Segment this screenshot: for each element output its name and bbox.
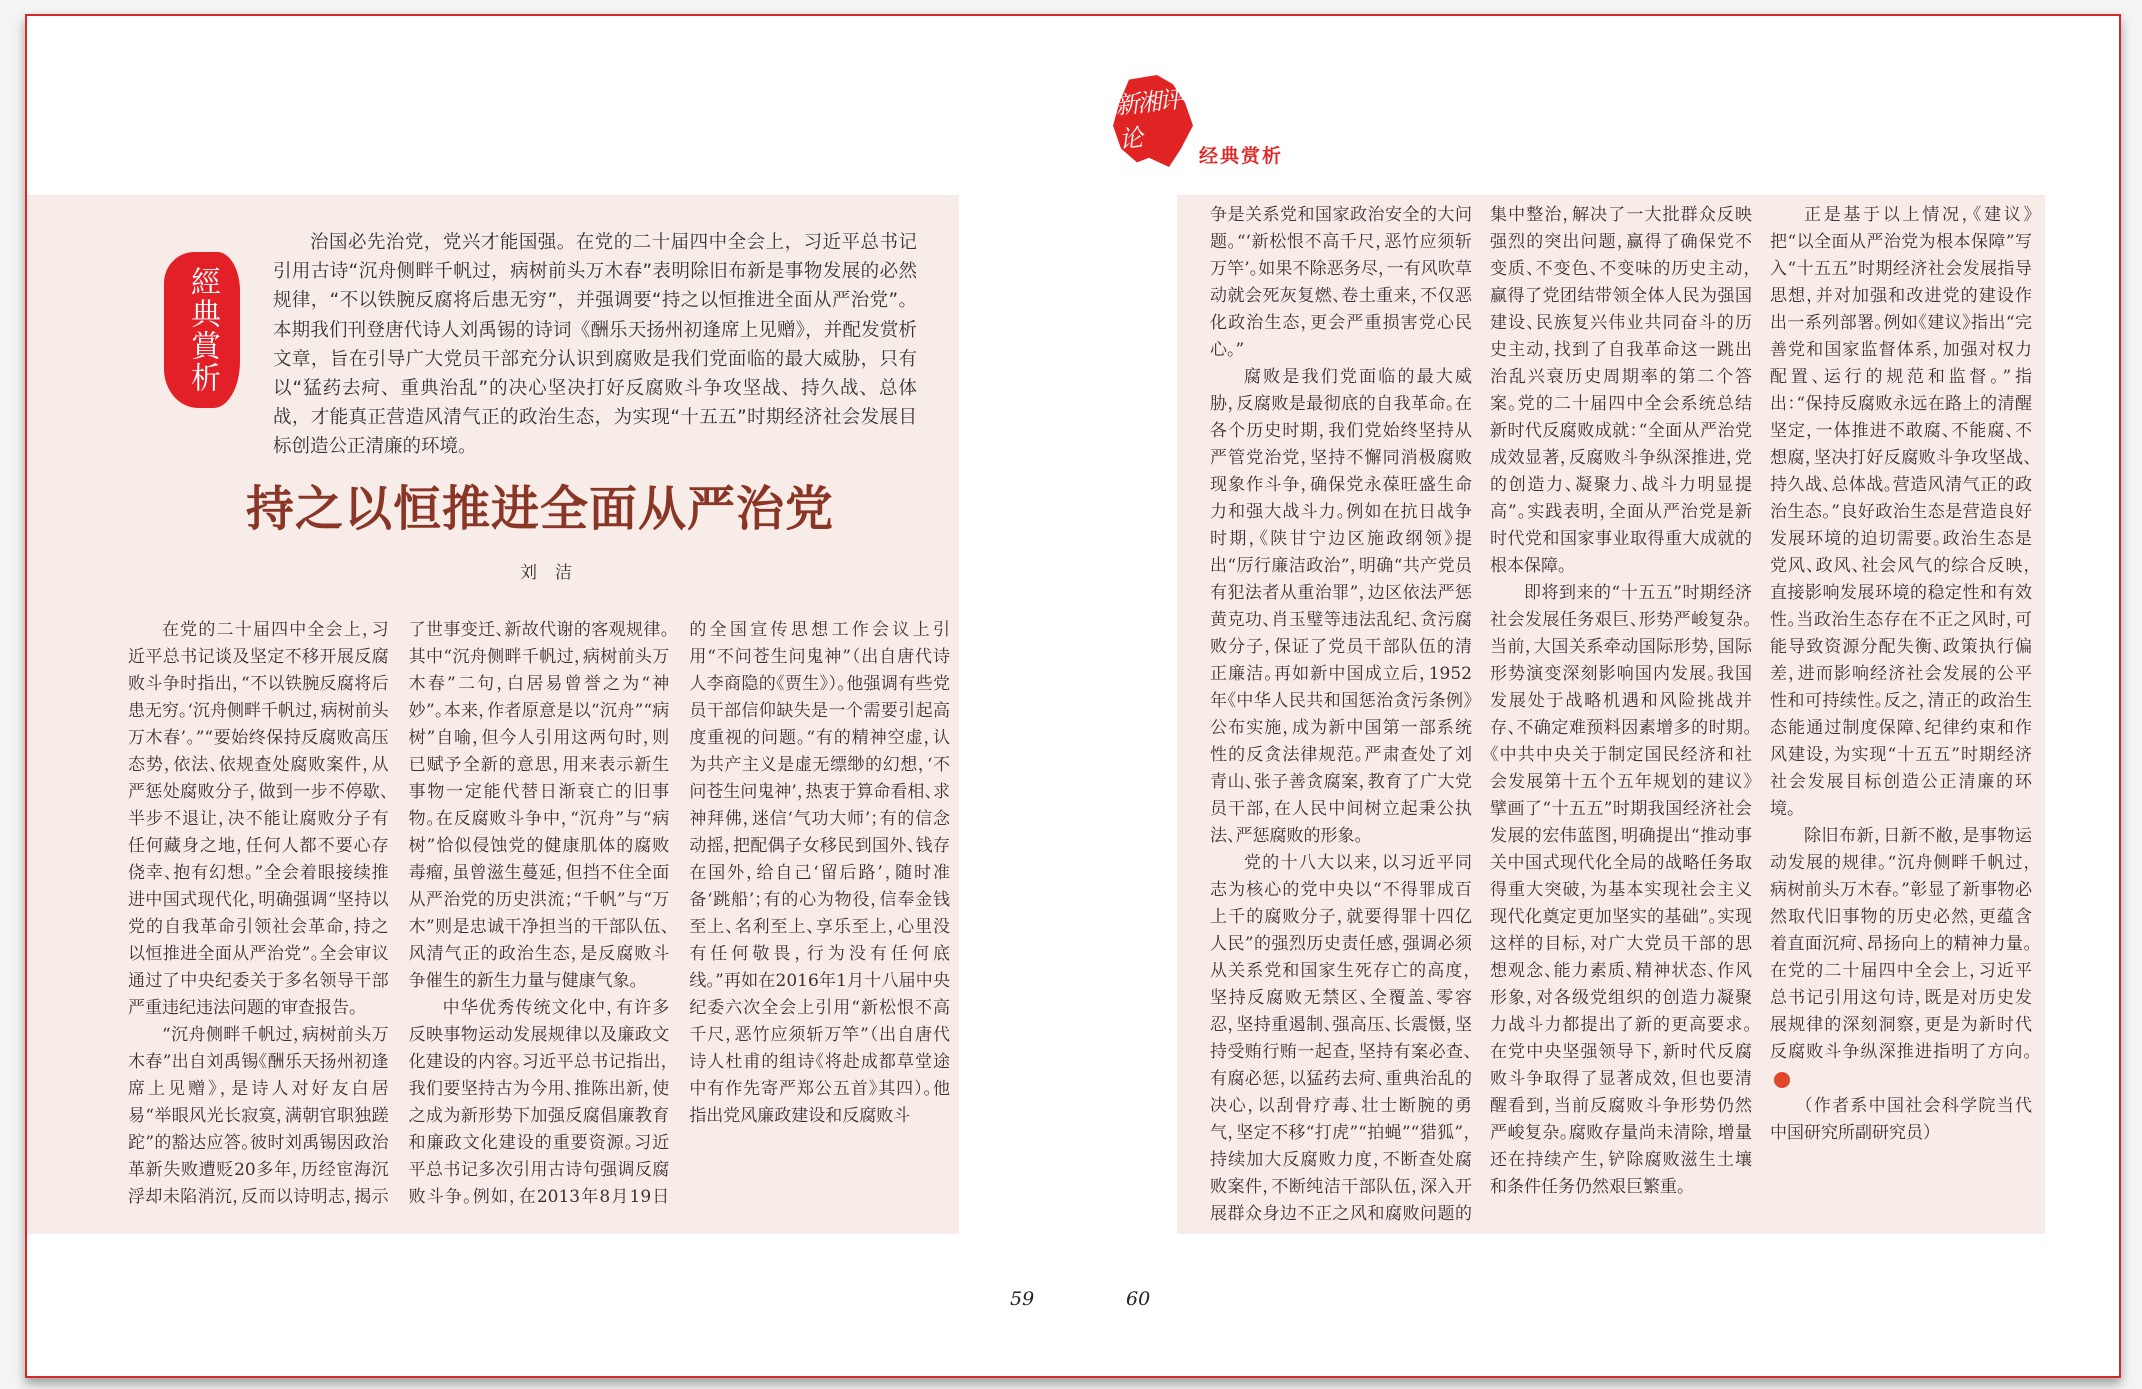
paragraph-continuation: 争是关系党和国家政治安全的大问题。“‘新松恨不高千尺，恶竹应须斩万竿’。如果不除恶务尽，一有风吹草动就会死灰复燃、卷土重来，不仅恶化政治生态，更会严重损害党心民心。” — [1210, 205, 1472, 360]
logo-script: 新湘评论 — [1113, 85, 1183, 154]
right-page-body — [1210, 202, 2032, 1230]
article-author: 刘洁 — [520, 563, 590, 583]
page-number-right: 60 — [1126, 1288, 1151, 1310]
author-note: （作者系中国社会科学院当代中国研究所副研究员） — [1770, 1096, 2032, 1143]
article-title: 持之以恒推进全面从严治党 — [245, 481, 834, 537]
final-paragraph — [1770, 823, 2032, 1093]
page-number-left: 59 — [1010, 1288, 1035, 1310]
paragraph: 腐败是我们党面临的最大威胁，反腐败是最彻底的自我革命。在各个历史时期，我们党始终坚持从严管党治党，坚持不懈同消极腐败现象作斗争，确保党永葆旺盛生命力和强大战斗力。例如在抗日战争时期，《陕甘宁边区施政纲领》提出“厉行廉洁政治”，明确“共产党员有犯法者从重治罪”，边区依法严惩黄克功、肖玉璧等违法乱纪、贪污腐败分子，保证了党员干部队伍的清正廉洁。再如新中国成立后，1952年《中华人民共和国惩治贪污条例》公布实施，成为新中国第一部系统性的反贪法律规范。严肃查处了刘青山、张子善贪腐案，教育了广大党员干部，在人民中间树立起秉公执法、严惩腐败的形象。 — [1210, 367, 1472, 846]
section-label: 经典赏析 — [1199, 145, 1284, 167]
end-mark-icon — [1774, 1072, 1790, 1088]
paragraph: 在党的二十届四中全会上，习近平总书记谈及坚定不移开展反腐败斗争时指出，“不以铁腕反腐将后患无穷。‘沉舟侧畔千帆过，病树前头万木春’。”“要始终保持反腐败高压态势，依法、依规查处腐败案件，从严惩处腐败分子，做到一步不停歇、半步不退让，决不能让腐败分子有任何藏身之地，任何人都不要心存侥幸、抱有幻想。”全会着眼接续推进中国式现代化，明确强调“坚持以党的自我革命引领社会革命，持之以恒推进全面从严治党”。全会审议通过了中央纪委关于多名领导干部严重违纪违法问题的审查报告。 — [128, 620, 389, 1018]
paragraph: 党的十八大以来，以习近平同志为核心的党中央以“不得罪成百上千的腐败分子，就要得罪十四亿人民”的强烈历史责任感，强调必须从关系党和国家生死存亡的高度，坚持反腐败无禁区、全覆盖、零容忍，坚持重遏制、强高压、长震慑，坚持受贿行贿一起查，坚持有案必查、有腐必惩，以猛药去疴、重典治乱的决心，以刮骨疗毒、壮士断腕的勇气，坚定不移“打虎”“拍蝇”“猎狐”，持续加大反腐败力度，不断查处腐败案件，不断纯洁干部队伍，深入开展群众身边不正之风和腐败问题的集中整治，解决了一大批群众反映强烈的突出问题，赢得了确保党不变质、不变色、不变味的历史主动，赢得了党团结带领全体人民为强国建设、民族复兴伟业共同奋斗的历史主动，找到了自我革命这一跳出治乱兴衰历史周期率的第二个答案。党的二十届四中全会系统总结新时代反腐败成就：“全面从严治党成效显著，反腐败斗争纵深推进，党的创造力、凝聚力、战斗力明显提高”。实践表明，全面从严治党是新时代党和国家事业取得重大成就的根本保障。 — [1210, 205, 1752, 1224]
paragraph: 正是基于以上情况，《建议》把“以全面从严治党为根本保障”写入“十五五”时期经济社会发展指导思想，并对加强和改进党的建设作出一系列部署。例如《建议》指出“完善党和国家监督体系，加强对权力配置、运行的规范和监督。”指出：“保持反腐败永远在路上的清醒坚定，一体推进不敢腐、不能腐、不想腐，坚决打好反腐败斗争攻坚战、持久战、总体战。营造风清气正的政治生态。”良好政治生态是营造良好发展环境的迫切需要。政治生态是党风、政风、社会风气的综合反映，直接影响发展环境的稳定性和有效性。当政治生态存在不正之风时，可能导致资源分配失衡、政策执行偏差，进而影响经济社会发展的公平性和可持续性。反之，清正的政治生态能通过制度保障、纪律约束和作风建设，为实现“十五五”时期经济社会发展目标创造公正清廉的环境。 — [1770, 205, 2032, 819]
paragraph-text: 除旧布新，日新不敝，是事物运动发展的规律。“沉舟侧畔千帆过，病树前头万木春。”彰显了新事物必然取代旧事物的历史必然，更蕴含着直面沉疴、昂扬向上的精神力量。在党的二十届四中全会上，习近平总书记引用这句诗，既是对历史发展规律的深刻洞察，更是为新时代反腐败斗争纵深推进指明了方向。 — [1770, 826, 2032, 1062]
paragraph: 即将到来的“十五五”时期经济社会发展任务艰巨、形势严峻复杂。当前，大国关系牵动国际形势，国际形势演变深刻影响国内发展。我国发展处于战略机遇和风险挑战并存、不确定难预料因素增多的时期。《中共中央关于制定国民经济和社会发展第十五个五年规划的建议》擘画了“十五五”时期我国经济社会发展的宏伟蓝图，明确提出“推动事关中国式现代化全局的战略任务取得重大突破，为基本实现社会主义现代化奠定更加坚实的基础”。实现这样的目标，对广大党员干部的思想观念、能力素质、精神状态、作风形象，对各级党组织的创造力凝聚力战斗力都提出了新的更高要求。在党中央坚强领导下，新时代反腐败斗争取得了显著成效，但也要清醒看到，当前反腐败斗争形势仍然严峻复杂。腐败存量尚未清除，增量还在持续产生，铲除腐败滋生土壤和条件任务仍然艰巨繁重。 — [1490, 583, 1752, 1197]
left-page-body — [128, 617, 950, 1229]
section-seal: 經典賞析 — [164, 252, 240, 408]
paragraph: “沉舟侧畔千帆过，病树前头万木春”出自刘禹锡《酬乐天扬州初逢席上见赠》，是诗人对好友白居易“举眼风光长寂寞，满朝官职独蹉跎”的豁达应答。彼时刘禹锡因政治革新失败遭贬20多年，历经宦海沉浮却未陷消沉，反而以诗明志，揭示了世事变迁、新故代谢的客观规律。其中“沉舟侧畔千帆过，病树前头万木春”二句，白居易曾誉之为“神妙”。本来，作者原意是以“沉舟”“病树”自喻，但今人引用这两句时，则已赋予全新的意思，用来表示新生事物一定能代替日渐衰亡的旧事物。在反腐败斗争中，“沉舟”与“病树”恰似侵蚀党的健康肌体的腐败毒瘤，虽曾滋生蔓延，但挡不住全面从严治党的历史洪流；“千帆”与“万木”则是忠诚干净担当的干部队伍、风清气正的政治生态，是反腐败斗争催生的新生力量与健康气象。 — [128, 620, 670, 1207]
editor-intro: 治国必先治党，党兴才能国强。在党的二十届四中全会上，习近平总书记引用古诗“沉舟侧畔千帆过，病树前头万木春”表明除旧布新是事物发展的必然规律，“不以铁腕反腐将后患无穷”，并强调要“持之以恒推进全面从严治党”。本期我们刊登唐代诗人刘禹锡的诗词《酬乐天扬州初逢席上见赠》，并配发赏析文章，旨在引导广大党员干部充分认识到腐败是我们党面临的最大威胁，只有以“猛药去疴、重典治乱”的决心坚决打好反腐败斗争攻坚战、持久战、总体战，才能真正营造风清气正的政治生态，为实现“十五五”时期经济社会发展目标创造公正清廉的环境。 — [273, 232, 917, 458]
paragraph: 中华优秀传统文化中，有许多反映事物运动发展规律以及廉政文化建设的内容。习近平总书记指出，我们要坚持古为今用、推陈出新，使之成为新形势下加强反腐倡廉教育和廉政文化建设的重要资源。习近平总书记多次引用古诗句强调反腐败斗争。例如，在2013年8月19日的全国宣传思想工作会议上引用“不问苍生问鬼神”（出自唐代诗人李商隐的《贾生》）。他强调有些党员干部信仰缺失是一个需要引起高度重视的问题。“有的精神空虚，认为共产主义是虚无缥缈的幻想，‘不问苍生问鬼神’，热衷于算命看相、求神拜佛，迷信‘气功大师’；有的信念动摇，把配偶子女移民到国外、钱存在国外，给自己‘留后路’，随时准备‘跳船’；有的心为物役，信奉金钱至上、名利至上、享乐至上，心里没有任何敬畏，行为没有任何底线。”再如在2016年1月十八届中央纪委六次全会上引用“新松恨不高千尺，恶竹应须斩万竿”（出自唐代诗人杜甫的组诗《将赴成都草堂途中有作先寄严郑公五首》其四）。他指出党风廉政建设和反腐败斗 — [408, 620, 950, 1207]
magazine-logo — [1113, 75, 1303, 175]
